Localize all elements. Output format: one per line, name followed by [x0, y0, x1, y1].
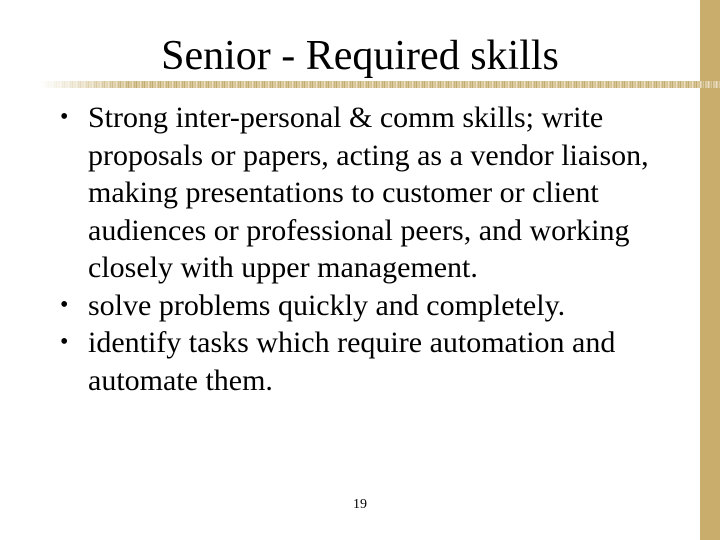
bullet-item: [60, 99, 700, 287]
bullet-list: [60, 99, 700, 399]
bullet-text: solve problems quickly and completely.: [88, 288, 566, 322]
bullet-text: identify tasks which require automation and automate them.: [88, 326, 616, 397]
slide-title: Senior - Required skills: [161, 33, 559, 79]
bullet-icon: •: [60, 104, 69, 130]
bullet-item: [60, 324, 700, 399]
bullet-text: Strong inter-personal & comm skills; write proposals or papers, acting as a vendor liaison, making presentations to customer or client audiences or professional peers, and working closely with upper management.: [88, 101, 649, 284]
title-divider-fade: [40, 81, 130, 88]
bullet-icon: •: [60, 291, 69, 318]
bullet-icon: •: [60, 329, 69, 355]
title-divider: [40, 81, 720, 88]
bullet-item: [60, 287, 700, 325]
page-number: 19: [353, 497, 367, 512]
